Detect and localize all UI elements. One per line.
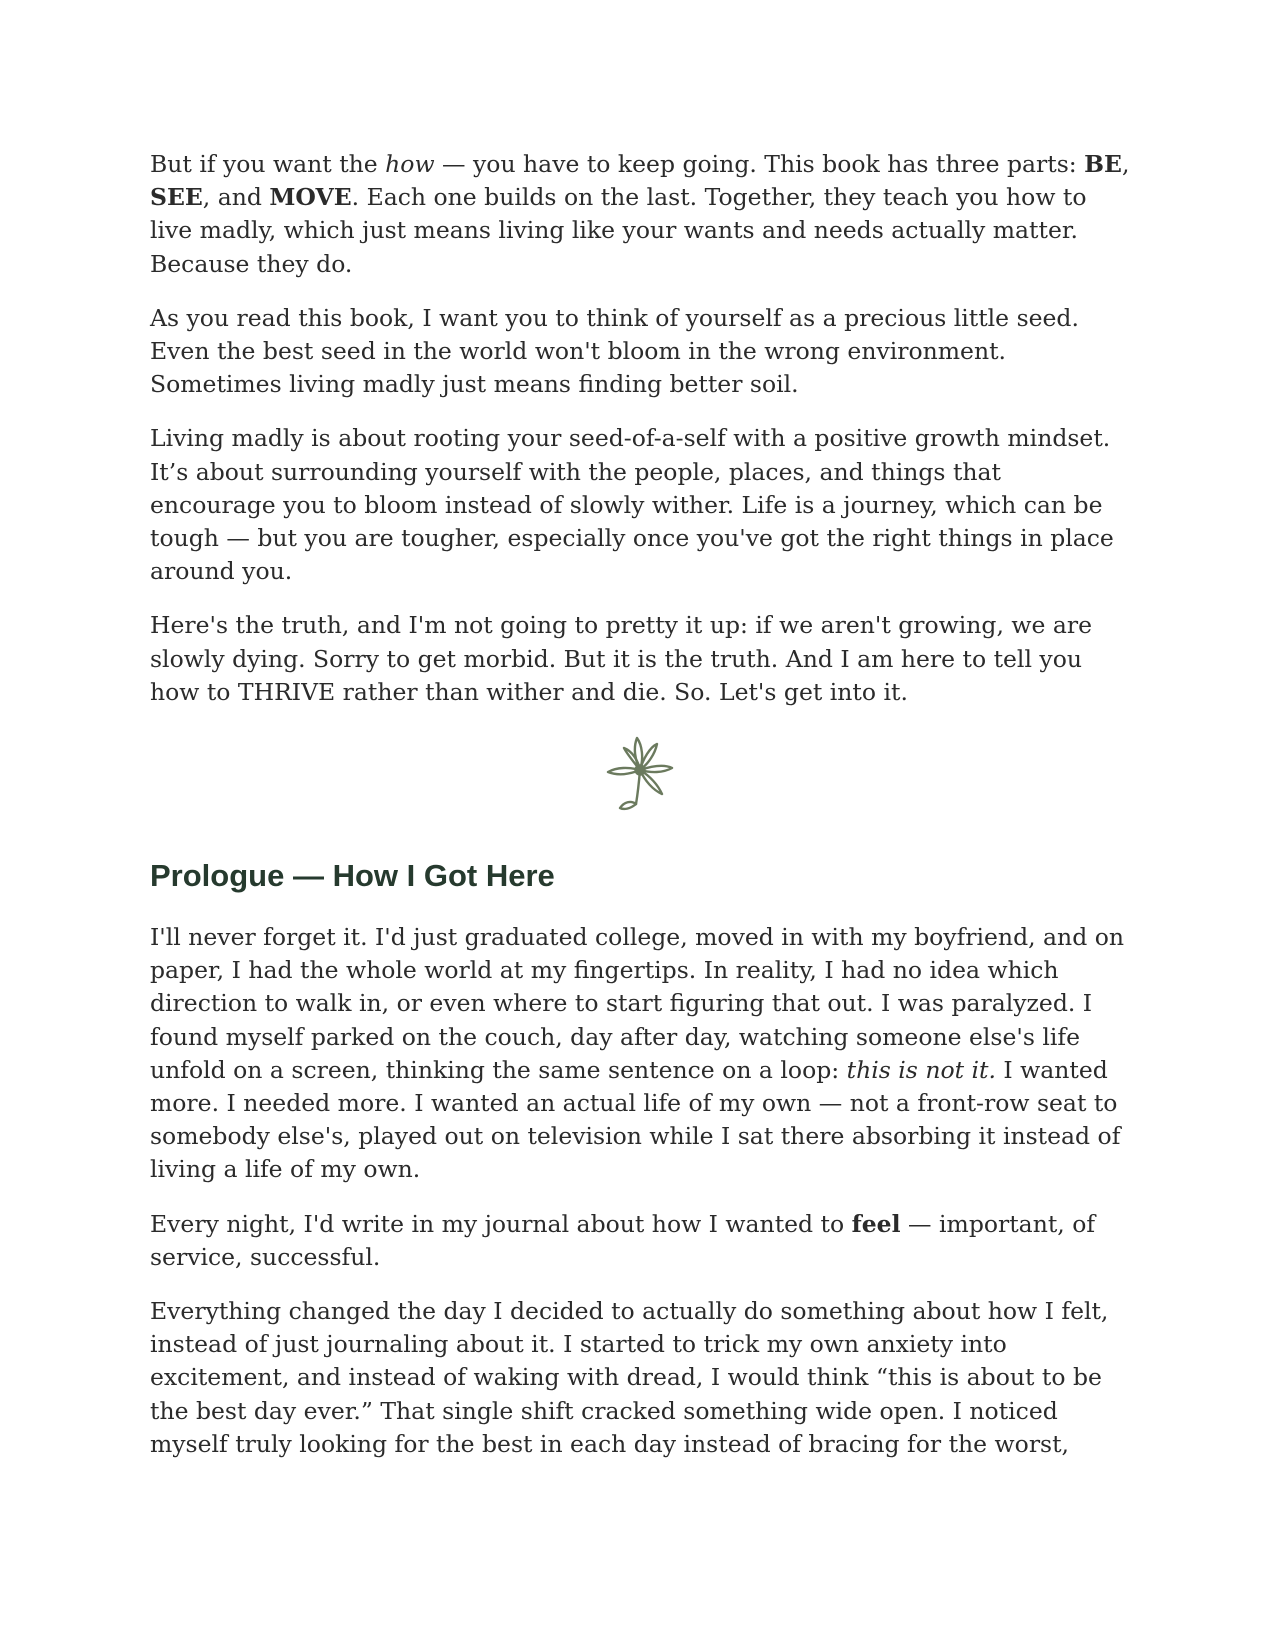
part-see: SEE	[150, 183, 203, 212]
intro-paragraph-3: Living madly is about rooting your seed-of-a-self with a positive growth mindset. It’s about surrounding yourself with the people, places, and things that encourage you to bloom instead of slowly wither. Life is a journey, which can be tough — but you are tougher, especially once you've got the right things in place around you.	[150, 424, 1114, 586]
prologue-title: Prologue — How I Got Here	[150, 858, 555, 894]
document-page	[150, 148, 1130, 1482]
text-run: , and	[202, 183, 270, 212]
text-run: I'll never forget it. I'd just graduated college, moved in with my boyfriend, and on paper, I had the whole world at my fingertips. In reality, I had no idea which direction to walk in, or even where to start figuring that out. I was paralyzed. I found myself parked on the couch, day after day, watching someone else's life unfold on a screen, thinking the same sentence on a loop:	[150, 923, 1124, 1084]
intro-paragraph-1	[150, 148, 1130, 281]
prologue-paragraph-3: Everything changed the day I decided to actually do something about how I felt, instead of just journaling about it. I started to trick my own anxiety into excitement, and instead of waking with dread, I would think “this is about to be the best day ever.” That single shift cracked something wide open. I noticed myself truly looking for the best in each day instead of bracing for the worst,	[150, 1297, 1109, 1458]
prologue-paragraph-2	[150, 1208, 1130, 1274]
emphasis-this-is-not-it: this is not it.	[846, 1055, 996, 1084]
emphasis-how: how	[385, 150, 435, 178]
text-run: I wanted more. I needed more. I wanted an actual life of my own — not a front-row seat to somebody else's, played out on television while I sat there absorbing it instead of living a life of my own.	[150, 1055, 1121, 1184]
emphasis-feel: feel	[851, 1209, 901, 1238]
part-be: BE	[1084, 150, 1122, 178]
text-run: Every night, I'd write in my journal about how I wanted to	[150, 1209, 852, 1238]
part-move: MOVE	[269, 183, 352, 212]
section-divider	[150, 730, 1130, 816]
flower-icon	[600, 730, 680, 816]
prologue-paragraph-1	[150, 921, 1130, 1187]
text-run: But if you want the	[150, 150, 386, 178]
text-run: ,	[1121, 150, 1130, 178]
text-run: — important, of service, successful.	[150, 1209, 1096, 1271]
text-run: . Each one builds on the last. Together, they teach you how to live madly, which just means living like your wants and needs actually matter. Because they do.	[150, 183, 1087, 278]
intro-paragraph-4: Here's the truth, and I'm not going to pretty it up: if we aren't growing, we are slowly dying. Sorry to get morbid. But it is the truth. And I am here to tell you how to THRIVE rather than wither and die. So. Let's get into it.	[150, 611, 1093, 706]
intro-paragraph-2: As you read this book, I want you to think of yourself as a precious little seed. Even the best seed in the world won't bloom in the wrong environment. Sometimes living madly just means finding better soil.	[150, 303, 1079, 399]
text-run: — you have to keep going. This book has three parts:	[434, 150, 1085, 178]
